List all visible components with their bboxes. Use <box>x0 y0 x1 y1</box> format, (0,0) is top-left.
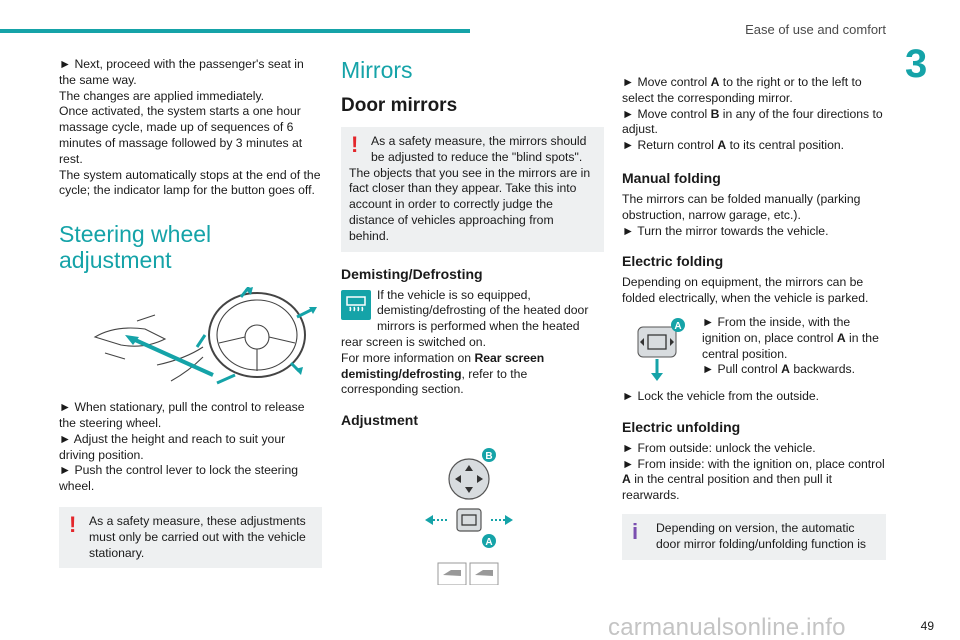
electric-folding-block <box>622 315 886 383</box>
steering-step-3: ► Push the control lever to lock the steering wheel. <box>59 463 299 494</box>
defrost-icon <box>341 290 371 320</box>
column-1 <box>59 57 322 568</box>
steering-step-2: ► Adjust the height and reach to suit your driving position. <box>59 431 286 462</box>
demisting-block <box>341 288 604 399</box>
demisting-text: If the vehicle is so equipped, demisting/defrosting of the heated door mirrors is performed when the heated rear screen is switched on. <box>341 287 589 349</box>
mirrors-title: Mirrors <box>341 57 413 83</box>
demisting-title: Demisting/Defrosting <box>341 265 483 282</box>
electric-step-3: ► Lock the vehicle from the outside. <box>622 388 820 403</box>
adjustment-title: Adjustment <box>341 412 418 429</box>
electric-step-1: ► From the inside, with the ignition on, place control A in the central position. <box>702 314 879 361</box>
steering-step-1: ► When stationary, pull the control to release the steering wheel. <box>59 400 305 430</box>
electric-step-2: ► Pull control A backwards. <box>702 362 855 377</box>
manual-folding-text: The mirrors can be folded manually (parking obstruction, narrow garage, etc.). <box>622 191 861 222</box>
massage-para-3: Once activated, the system starts a one hour massage cycle, made up of sequences of 6 minutes of massage followed by 3 minutes at rest. <box>59 104 303 166</box>
adjust-step-1: ► Move control A to the right or to the left to select the corresponding mirror. <box>622 75 862 105</box>
door-mirrors-warning: ! As a safety measure, the mirrors should be adjusted to reduce the "blind spots". The objects that you see in the mirrors are in fact closer than they appear. Take this into account in order to correctly judge the distance of vehicles approaching from behind. <box>341 127 604 252</box>
steering-warning: ! As a safety measure, these adjustments must only be carried out with the vehicle stationary. <box>59 507 322 568</box>
door-mirrors-title: Door mirrors <box>341 95 458 116</box>
column-2 <box>341 57 604 585</box>
steering-illustration <box>85 287 325 392</box>
warning-icon: ! <box>69 511 77 537</box>
manual-folding-title: Manual folding <box>622 169 721 186</box>
demisting-more: For more information on Rear screen demisting/defrosting, refer to the corresponding section. <box>341 350 545 397</box>
unfold-step-2: ► From inside: with the ignition on, place control A in the central position and then pull it rearwards. <box>622 456 885 503</box>
electric-folding-text: Depending on equipment, the mirrors can be folded electrically, when the vehicle is parked. <box>622 275 869 306</box>
adjust-step-2: ► Move control B in any of the four directions to adjust. <box>622 106 883 137</box>
massage-para-1: ► Next, proceed with the passenger's seat in the same way. <box>59 57 304 87</box>
chapter-number: 3 <box>905 42 928 86</box>
massage-para-2: The changes are applied immediately. <box>59 88 265 103</box>
electric-unfolding-title: Electric unfolding <box>622 418 741 435</box>
header-accent-bar <box>0 29 470 33</box>
adjustment-illustration <box>341 435 604 585</box>
svg-text:B: B <box>485 451 493 463</box>
steering-title: Steering wheel adjustment <box>59 221 212 274</box>
column-3 <box>622 75 886 560</box>
watermark: carmanualsonline.info <box>608 614 846 640</box>
mirror-control-icon <box>341 435 604 585</box>
electric-folding-title: Electric folding <box>622 253 724 270</box>
info-note: i Depending on version, the automatic door mirror folding/unfolding function is <box>622 514 886 560</box>
massage-para-4: The system automatically stops at the end of the cycle; the indicator lamp for the button goes off. <box>59 167 321 198</box>
unfold-step-1: ► From outside: unlock the vehicle. <box>622 440 816 455</box>
warning-icon: ! <box>351 132 359 157</box>
svg-text:A: A <box>674 320 682 332</box>
info-icon: i <box>632 518 639 544</box>
page-number: 49 <box>920 619 934 633</box>
adjust-step-3: ► Return control A to its central position. <box>622 138 845 153</box>
manual-folding-step: ► Turn the mirror towards the vehicle. <box>622 223 829 238</box>
folding-control-icon <box>634 317 690 383</box>
section-name: Ease of use and comfort <box>745 22 886 37</box>
steering-wheel-icon <box>85 287 325 392</box>
svg-text:A: A <box>485 537 493 549</box>
